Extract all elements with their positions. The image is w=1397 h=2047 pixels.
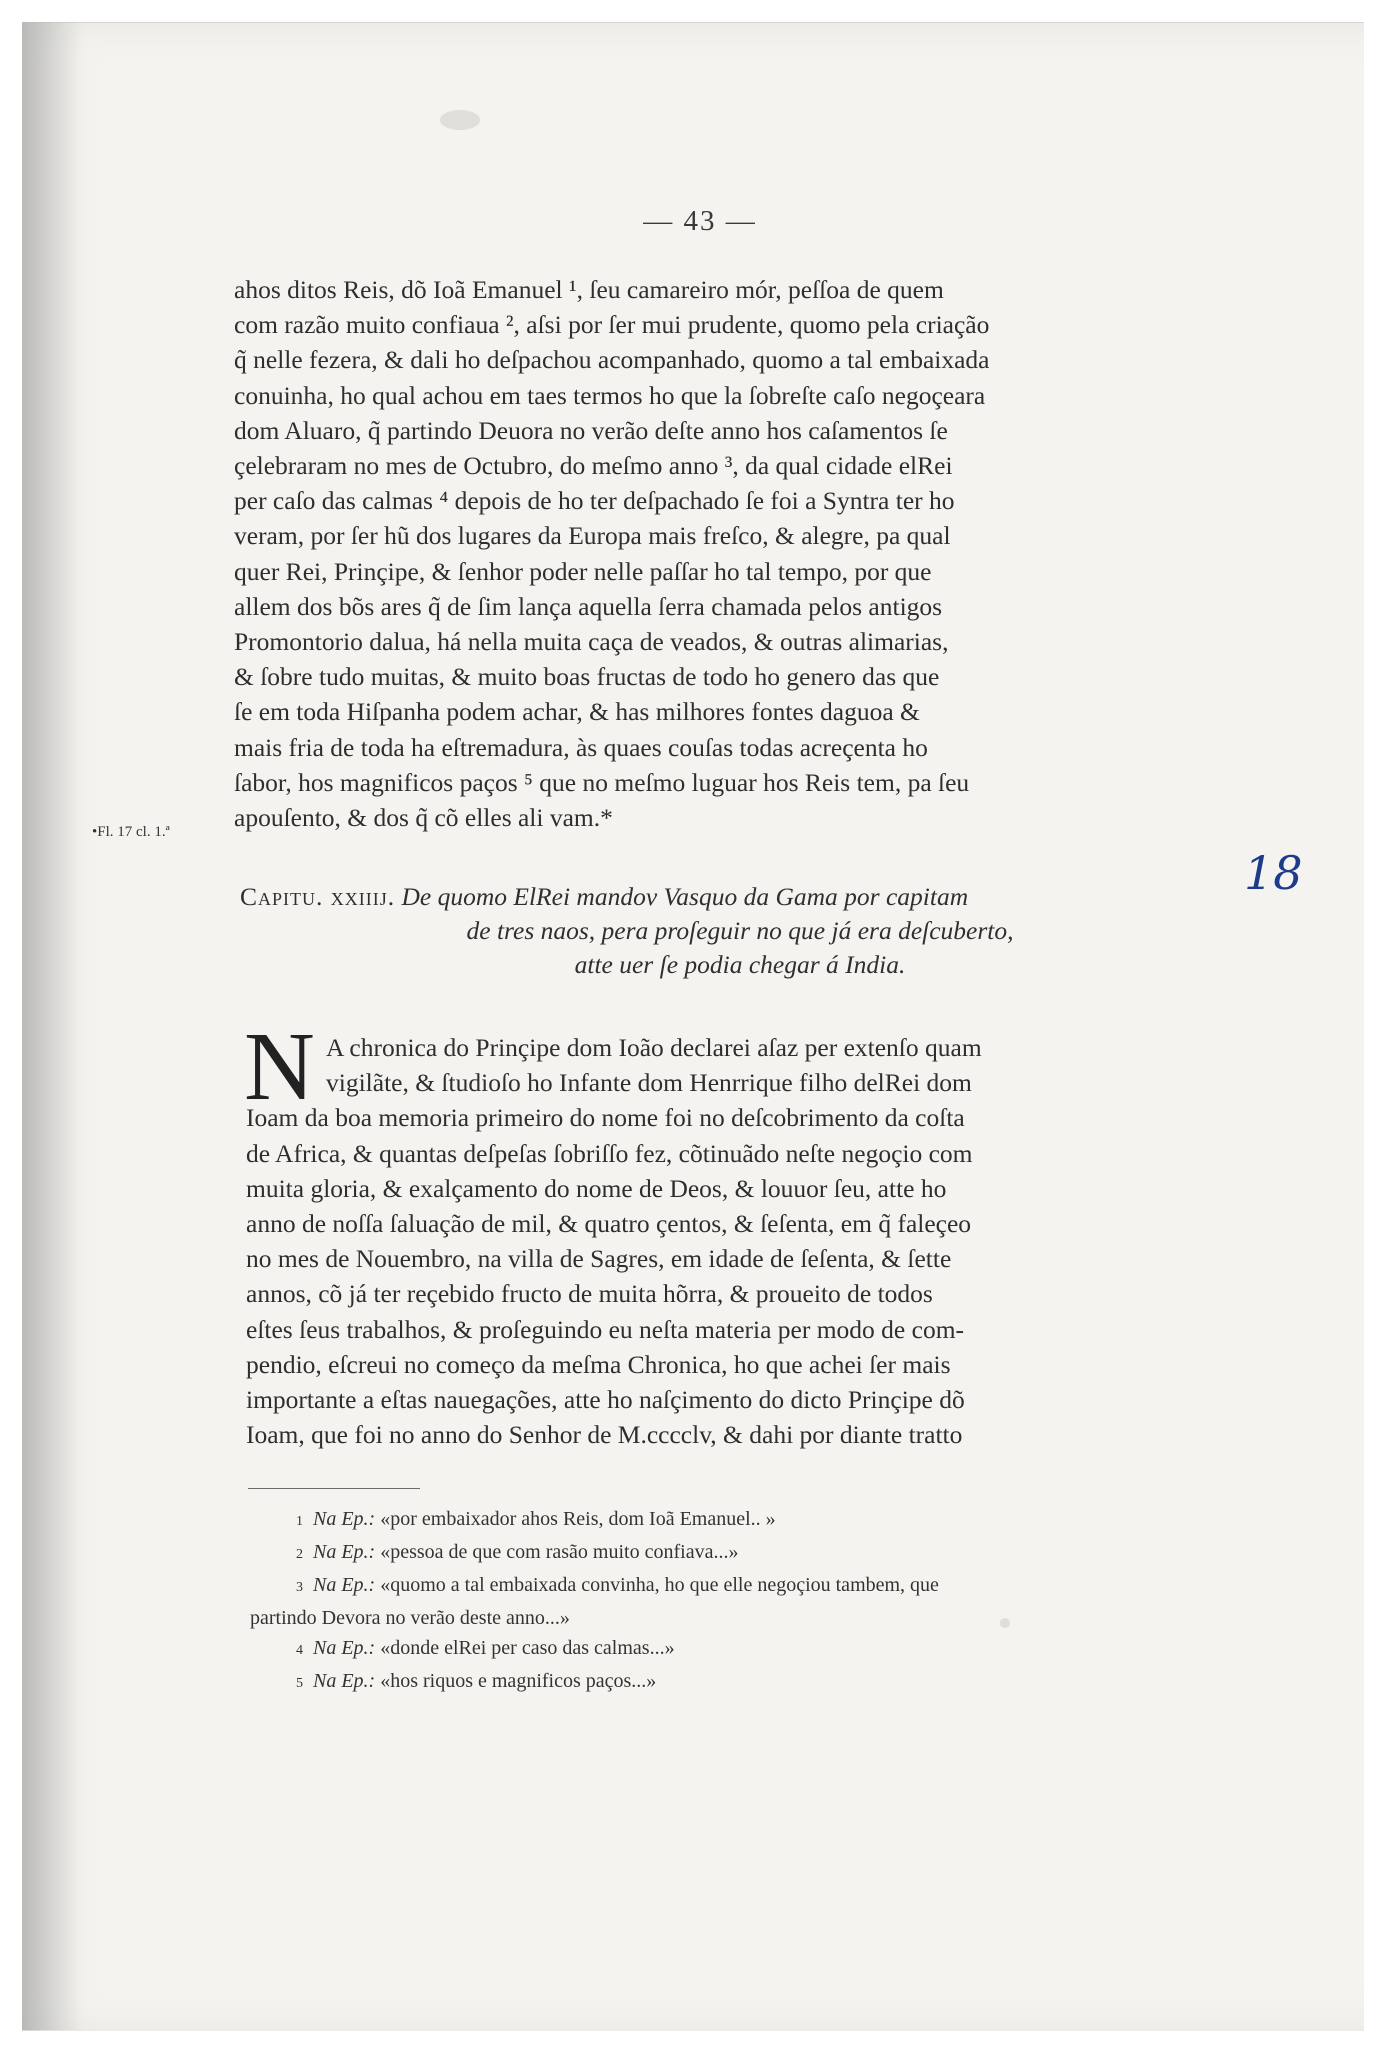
footnote xyxy=(250,1537,1210,1570)
footnote-number: 5 xyxy=(296,1676,303,1691)
text-line: anno de noſſa ſaluação de mil, & quatro çentos, & ſeſenta, em q̃ faleçeo xyxy=(246,1209,972,1239)
text-line: mais fria de toda ha eſtremadura, às quaes couſas todas acreçenta ho xyxy=(234,732,928,762)
chapter-title-2: de tres naos, pera proſeguir no que já era deſcuberto, xyxy=(466,916,1014,945)
text-line: no mes de Nouembro, na villa de Sagres, em idade de ſeſenta, & ſette xyxy=(246,1244,952,1274)
text-line: conuinha, ho qual achou em taes termos ho que la ſobreſte caſo negoçeara xyxy=(234,380,986,410)
chapter-body xyxy=(246,1030,1206,1452)
text-line: importante a eſtas nauegações, atte ho naſçimento do dicto Prinçipe dõ xyxy=(246,1385,965,1415)
footnote-source: Na Ep.: xyxy=(313,1574,376,1596)
text-line: veram, por ſer hũ dos lugares da Europa mais freſco, & alegre, pa qual xyxy=(234,521,951,551)
footnote-source: Na Ep.: xyxy=(313,1541,376,1563)
paper-smudge xyxy=(1000,1618,1010,1628)
footnote-text: «hos riquos e magnificos paços...» xyxy=(380,1670,657,1692)
footnote-number: 4 xyxy=(296,1643,303,1658)
binding-shadow xyxy=(22,22,82,2030)
text-line: eſtes ſeus trabalhos, & proſeguindo eu neſta materia per modo de com- xyxy=(246,1314,965,1344)
paper-smudge xyxy=(440,110,480,130)
footnote-text: «quomo a tal embaixada convinha, ho que elle negoçiou tambem, que xyxy=(380,1574,939,1596)
text-line: apouſento, & dos q̃ cõ elles ali vam.* xyxy=(234,803,613,833)
margin-folio-note: •Fl. 17 cl. 1.ª xyxy=(92,824,170,840)
chapter-title-3: atte uer ſe podia chegar á India. xyxy=(574,950,906,979)
text-line: ſabor, hos magnificos paços ⁵ que no meſmo luguar hos Reis tem, pa ſeu xyxy=(234,767,970,797)
footnote-number: 2 xyxy=(296,1547,303,1562)
chapter-heading-line-1 xyxy=(240,880,1200,914)
text-line: com razão muito confiaua ², aſsi por ſer mui prudente, quomo pela criação xyxy=(234,310,990,340)
text-line: Ioam da boa memoria primeiro do nome foi no deſcobrimento da coſta xyxy=(246,1103,965,1133)
text-line: de Africa, & quantas deſpeſas ſobriſſo fez, cõtinuãdo neſte negoçio com xyxy=(246,1138,973,1168)
footnote xyxy=(250,1504,1210,1537)
footnote-rule xyxy=(248,1488,420,1489)
footnote xyxy=(250,1570,1210,1603)
footnote xyxy=(250,1633,1210,1666)
text-line: muita gloria, & exalçamento do nome de Deos, & louuor ſeu, atte ho xyxy=(246,1173,947,1203)
drop-cap: N xyxy=(244,1013,315,1121)
text-line: annos, cõ já ter reçebido fructo de muita hõrra, & proueito de todos xyxy=(246,1279,933,1309)
footnote-text: «por embaixador ahos Reis, dom Ioã Emanuel.. » xyxy=(380,1508,776,1530)
footnote-continuation xyxy=(250,1603,1210,1633)
footnote-number: 3 xyxy=(296,1580,303,1595)
text-line: Ioam, que foi no anno do Senhor de M.cccclv, & dahi por diante tratto xyxy=(246,1420,963,1450)
handwritten-annotation: 18 xyxy=(1244,846,1303,900)
text-line: & ſobre tudo muitas, & muito boas fructas de todo ho genero das que xyxy=(234,662,940,692)
text-line: ahos ditos Reis, dõ Ioã Emanuel ¹, ſeu camareiro mór, peſſoa de quem xyxy=(234,275,944,304)
footnote-number: 1 xyxy=(296,1514,303,1529)
footnote-text: «donde elRei per caso das calmas...» xyxy=(380,1637,675,1659)
paragraph-continued xyxy=(234,272,1204,835)
chapter-title-1: De quomo ElRei mandov Vasquo da Gama por capitam xyxy=(401,882,969,911)
text-line: ſe em toda Hiſpanha podem achar, & has milhores fontes daguoa & xyxy=(234,697,920,727)
footnote-source: Na Ep.: xyxy=(313,1637,376,1659)
text-line: çelebraram no mes de Octubro, do meſmo anno ³, da qual cidade elRei xyxy=(234,451,953,481)
chapter-heading xyxy=(240,880,1200,982)
text-line: quer Rei, Prinçipe, & ſenhor poder nelle paſſar ho tal tempo, por que xyxy=(234,556,932,586)
footnote xyxy=(250,1666,1210,1699)
footnote-text: «pessoa de que com rasão muito confiava...» xyxy=(380,1541,739,1563)
footnotes xyxy=(250,1504,1210,1699)
text-line: dom Aluaro, q̃ partindo Deuora no verão deſte anno hos caſamentos ſe xyxy=(234,415,948,445)
text-line: Promontorio dalua, há nella muita caça de veados, & outras alimarias, xyxy=(234,627,949,657)
text-line: per caſo das calmas ⁴ depois de ho ter deſpachado ſe foi a Syntra ter ho xyxy=(234,486,955,516)
text-line: pendio, eſcreui no começo da meſma Chronica, ho que achei ſer mais xyxy=(246,1349,951,1379)
chapter-label: Capitu. xxiiij. xyxy=(240,882,396,911)
text-line: q̃ nelle fezera, & dali ho deſpachou acompanhado, quomo a tal embaixada xyxy=(234,345,990,375)
text-line: vigilãte, & ſtudioſo ho Infante dom Henrrique filho delRei dom xyxy=(326,1068,972,1098)
text-line: allem dos bõs ares q̃ de ſim lança aquella ſerra chamada pelos antigos xyxy=(234,591,943,621)
footnote-source: Na Ep.: xyxy=(313,1670,376,1692)
page-number: — 43 — xyxy=(643,205,757,237)
footnote-source: Na Ep.: xyxy=(313,1508,376,1530)
footnote-text: partindo Devora no verão deste anno...» xyxy=(250,1607,570,1629)
text-line: A chronica do Prinçipe dom Ioão declarei aſaz per extenſo quam xyxy=(326,1033,982,1062)
